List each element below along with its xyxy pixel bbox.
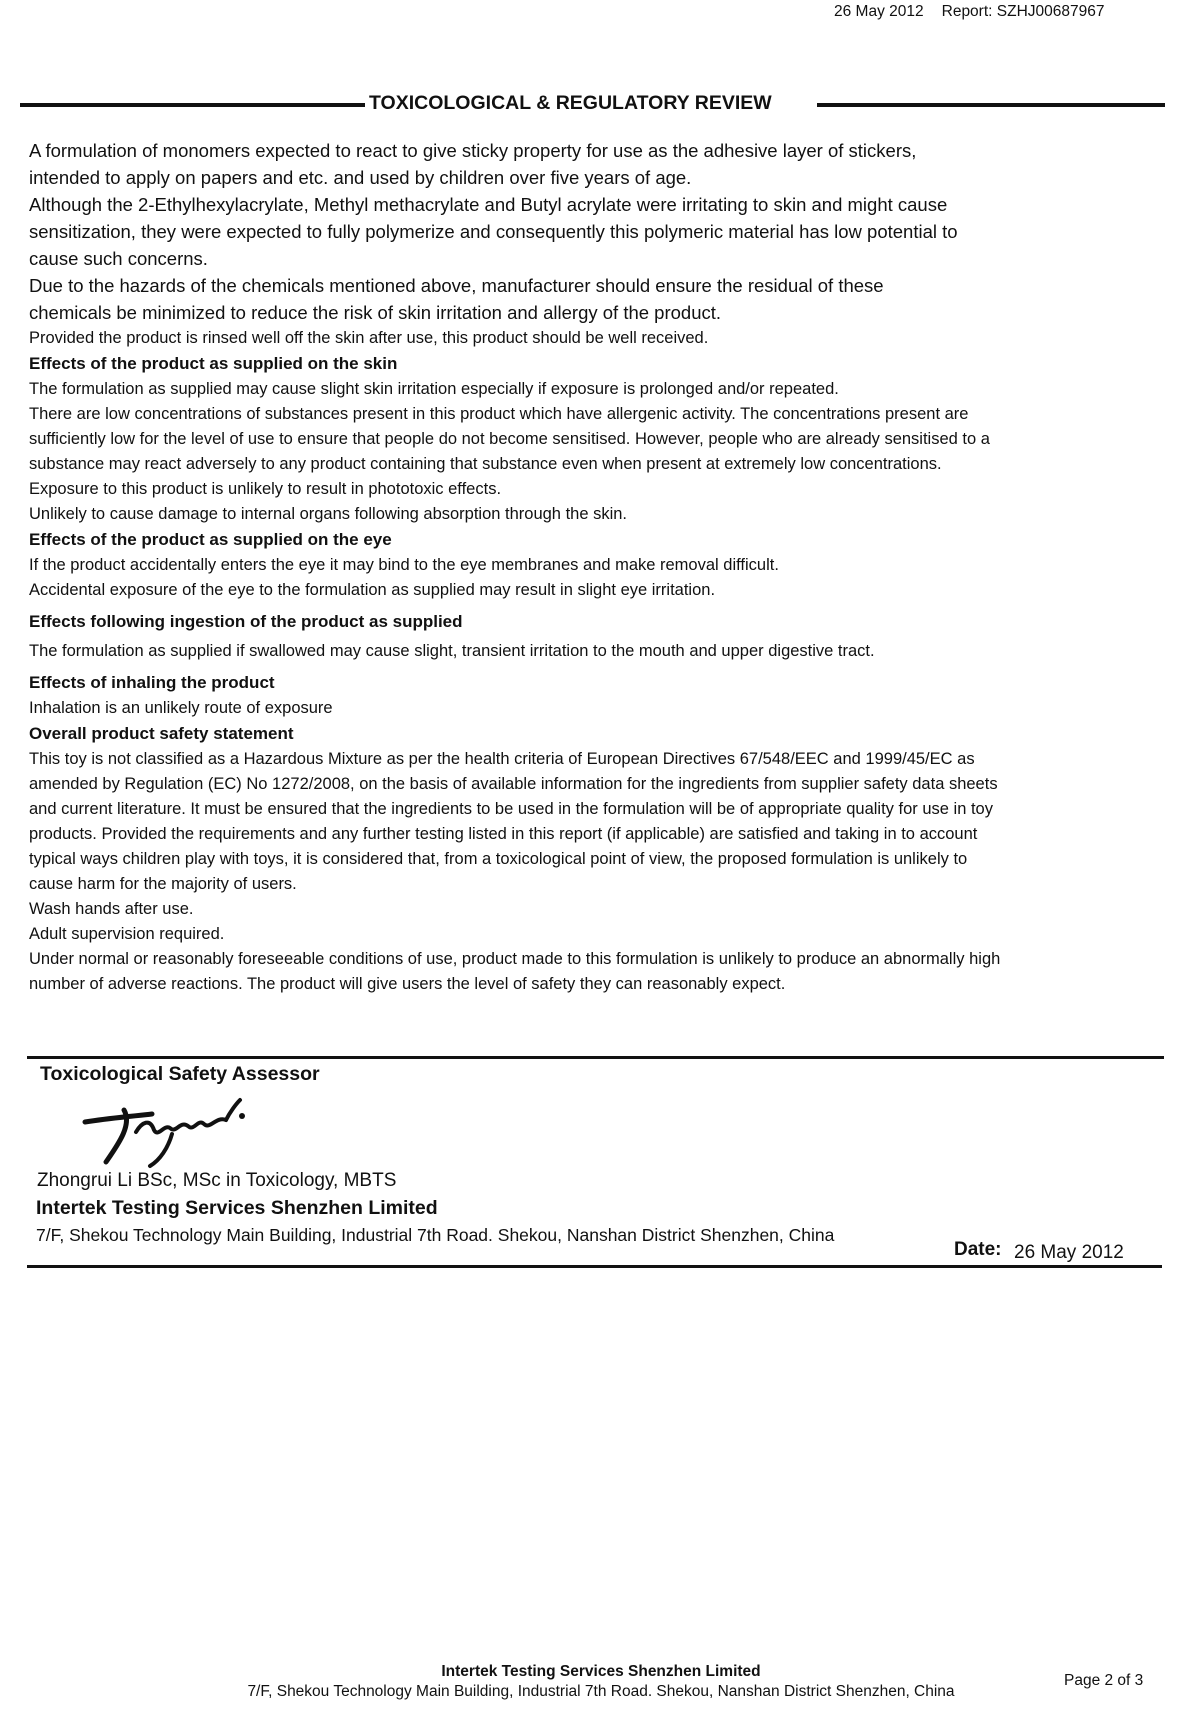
ingestion-heading: Effects following ingestion of the product as supplied <box>29 612 463 631</box>
overall-p4-line: Under normal or reasonably foreseeable conditions of use, product made to this formulation is unlikely to produce an abnormally high <box>29 950 1001 968</box>
intro-line: Due to the hazards of the chemicals mentioned above, manufacturer should ensure the residual of these <box>29 275 884 296</box>
assessor-address: 7/F, Shekou Technology Main Building, Industrial 7th Road. Shekou, Nanshan District Shenzhen, China <box>36 1225 835 1245</box>
signature-image <box>80 1090 250 1170</box>
eye-p2: Accidental exposure of the eye to the formulation as supplied may result in slight eye irritation. <box>29 581 716 599</box>
overall-p1-line: products. Provided the requirements and any further testing listed in this report (if applicable) are satisfied and taking in to account <box>29 825 978 843</box>
assessor-separator-top <box>27 1056 1164 1059</box>
skin-p2-line: sufficiently low for the level of use to ensure that people do not become sensitised. However, people who are already sensitised to a <box>29 430 990 448</box>
skin-p2-line: There are low concentrations of substances present in this product which have allergenic activity. The concentrations present are <box>29 405 969 423</box>
header-date: 26 May 2012 <box>834 3 924 20</box>
overall-statement-paragraph <box>29 747 1164 897</box>
skin-p1: The formulation as supplied may cause slight skin irritation especially if exposure is prolonged and/or repeated. <box>29 380 839 398</box>
intro-line: Although the 2-Ethylhexylacrylate, Methyl methacrylate and Butyl acrylate were irritating to skin and might cause <box>29 194 948 215</box>
skin-heading: Effects of the product as supplied on the skin <box>29 354 398 373</box>
assessor-name: Zhongrui Li BSc, MSc in Toxicology, MBTS <box>37 1170 397 1191</box>
page-header <box>834 3 1104 21</box>
overall-conclusion-paragraph <box>29 947 1164 997</box>
overall-p1-line: typical ways children play with toys, it is considered that, from a toxicological point of view, the proposed formulation is unlikely to <box>29 850 968 868</box>
eye-heading: Effects of the product as supplied on the eye <box>29 530 392 549</box>
assessor-separator-bottom <box>27 1265 1162 1268</box>
intro-line: cause such concerns. <box>29 248 208 269</box>
skin-allergen-paragraph <box>29 402 1164 477</box>
intro-line: intended to apply on papers and etc. and used by children over five years of age. <box>29 167 692 188</box>
title-rule-left <box>20 103 365 107</box>
overall-p1-line: and current literature. It must be ensured that the ingredients to be used in the formulation will be of appropriate quality for use in toy <box>29 800 993 818</box>
skin-p4: Unlikely to cause damage to internal organs following absorption through the skin. <box>29 505 628 523</box>
intro-line: chemicals be minimized to reduce the risk of skin irritation and allergy of the product. <box>29 302 722 323</box>
intro-paragraph <box>29 137 1164 326</box>
intro-line: sensitization, they were expected to fully polymerize and consequently this polymeric material has low potential to <box>29 221 958 242</box>
title-rule-right <box>817 103 1165 107</box>
inhalation-heading: Effects of inhaling the product <box>29 673 275 692</box>
overall-heading: Overall product safety statement <box>29 724 294 743</box>
footer-company: Intertek Testing Services Shenzhen Limited <box>441 1663 761 1680</box>
intro-line: A formulation of monomers expected to react to give sticky property for use as the adhesive layer of stickers, <box>29 140 917 161</box>
overall-p1-line: amended by Regulation (EC) No 1272/2008, on the basis of available information for the ingredients from supplier safety data sheets <box>29 775 998 793</box>
overall-p3: Adult supervision required. <box>29 925 225 943</box>
rinse-note: Provided the product is rinsed well off the skin after use, this product should be well received. <box>29 329 709 347</box>
header-report-number: Report: SZHJ00687967 <box>941 3 1105 20</box>
skin-p2-line: substance may react adversely to any product containing that substance even when present at extremely low concentrations. <box>29 455 942 473</box>
date-value: 26 May 2012 <box>1014 1242 1124 1263</box>
overall-p1-line: This toy is not classified as a Hazardous Mixture as per the health criteria of European Directives 67/548/EEC and 1999/45/EC as <box>29 750 975 768</box>
date-label: Date: <box>954 1239 1002 1260</box>
section-title: TOXICOLOGICAL & REGULATORY REVIEW <box>369 92 772 114</box>
skin-p3: Exposure to this product is unlikely to result in phototoxic effects. <box>29 480 502 498</box>
overall-p2: Wash hands after use. <box>29 900 194 918</box>
overall-p1-line: cause harm for the majority of users. <box>29 875 297 893</box>
assessor-company: Intertek Testing Services Shenzhen Limited <box>36 1197 438 1219</box>
overall-p4-line: number of adverse reactions. The product will give users the level of safety they can reasonably expect. <box>29 975 786 993</box>
eye-p1: If the product accidentally enters the eye it may bind to the eye membranes and make removal difficult. <box>29 556 779 574</box>
page-number: Page 2 of 3 <box>1064 1672 1144 1689</box>
assessor-title: Toxicological Safety Assessor <box>40 1063 320 1085</box>
inhalation-p1: Inhalation is an unlikely route of exposure <box>29 699 333 717</box>
ingestion-p1: The formulation as supplied if swallowed may cause slight, transient irritation to the mouth and upper digestive tract. <box>29 642 875 660</box>
review-body <box>29 137 1164 997</box>
section-title-bar <box>20 90 1165 120</box>
footer-address: 7/F, Shekou Technology Main Building, Industrial 7th Road. Shekou, Nanshan District Shenzhen, China <box>247 1683 955 1700</box>
